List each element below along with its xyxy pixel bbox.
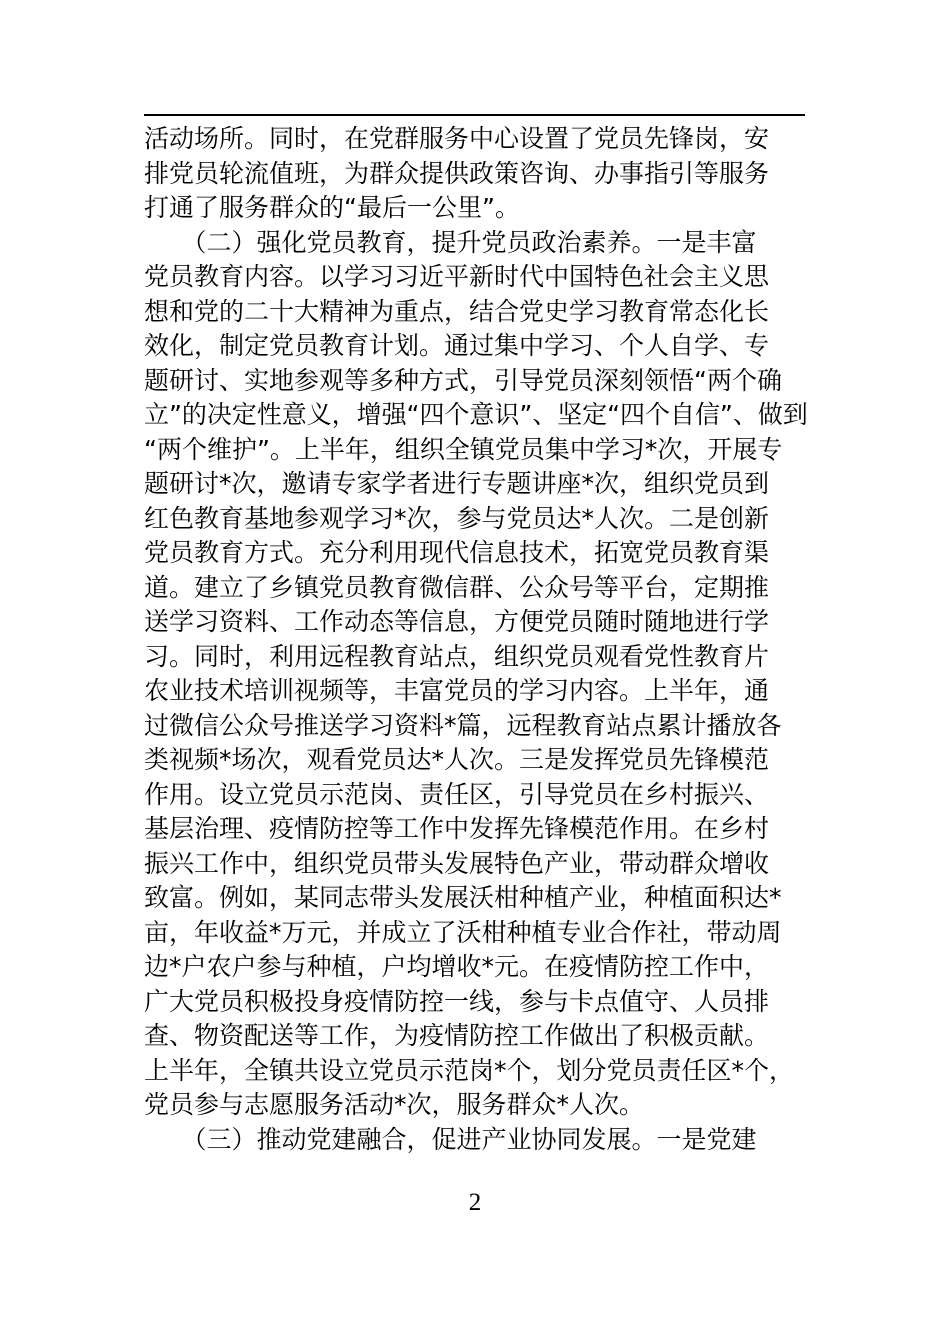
text-line: 效化，制定党员教育计划。通过集中学习、个人自学、专 — [144, 331, 770, 360]
text-line: 基层治理、疫情防控等工作中发挥先锋模范作用。在乡村 — [144, 814, 770, 843]
text-line: 类视频*场次，观看党员达*人次。三是发挥党员先锋模范 — [144, 745, 770, 774]
text-line: 边*户农户参与种植，户均增收*元。在疫情防控工作中， — [144, 952, 770, 981]
text-line: （三）推动党建融合，促进产业协同发展。一是党建 — [144, 1124, 757, 1154]
text-line: 上半年，全镇共设立党员示范岗*个，划分党员责任区*个， — [144, 1055, 795, 1085]
page-number: 2 — [468, 1189, 482, 1216]
text-line: 振兴工作中，组织党员带头发展特色产业，带动群众增收 — [144, 848, 770, 878]
text-line: 党员教育方式。充分利用现代信息技术，拓宽党员教育渠 — [144, 538, 770, 567]
text-line: 农业技术培训视频等，丰富党员的学习内容。上半年，通 — [144, 676, 770, 705]
text-line: 送学习资料、工作动态等信息，方便党员随时随地进行学 — [144, 607, 770, 636]
text-line: 广大党员积极投身疫情防控一线，参与卡点值守、人员排 — [144, 986, 770, 1016]
text-line: 立”的决定性意义，增强“四个意识”、坚定“四个自信”、做到 — [144, 400, 808, 429]
text-line: 党员教育内容。以学习习近平新时代中国特色社会主义思 — [144, 262, 770, 291]
text-line: 道。建立了乡镇党员教育微信群、公众号等平台，定期推 — [144, 572, 770, 602]
text-line: 致富。例如，某同志带头发展沃柑种植产业，种植面积达* — [144, 883, 782, 912]
text-line: 习。同时，利用远程教育站点，组织党员观看党性教育片 — [144, 641, 770, 671]
header-rule — [144, 114, 805, 116]
text-line: 题研讨*次，邀请专家学者进行专题讲座*次，组织党员到 — [144, 469, 770, 498]
text-line: 查、物资配送等工作，为疫情防控工作做出了积极贡献。 — [144, 1021, 770, 1050]
text-line: 活动场所。同时，在党群服务中心设置了党员先锋岗，安 — [144, 124, 770, 153]
text-line: 过微信公众号推送学习资料*篇，远程教育站点累计播放各 — [144, 710, 782, 740]
text-line: “两个维护”。上半年，组织全镇党员集中学习*次，开展专 — [144, 434, 783, 464]
text-line: 题研讨、实地参观等多种方式，引导党员深刻领悟“两个确 — [144, 365, 782, 395]
text-line: 党员参与志愿服务活动*次，服务群众*人次。 — [144, 1090, 645, 1119]
text-line: 作用。设立党员示范岗、责任区，引导党员在乡村振兴、 — [144, 779, 770, 809]
text-line: 打通了服务群众的“最后一公里”。 — [144, 193, 520, 222]
text-line: 排党员轮流值班，为群众提供政策咨询、办事指引等服务 — [144, 158, 770, 188]
text-line: 亩，年收益*万元，并成立了沃柑种植专业合作社，带动周 — [144, 917, 782, 947]
text-line: 想和党的二十大精神为重点，结合党史学习教育常态化长 — [144, 296, 770, 326]
text-line: 红色教育基地参观学习*次，参与党员达*人次。二是创新 — [144, 503, 770, 533]
text-line: （二）强化党员教育，提升党员政治素养。一是丰富 — [144, 227, 757, 257]
document-body — [144, 122, 808, 1157]
